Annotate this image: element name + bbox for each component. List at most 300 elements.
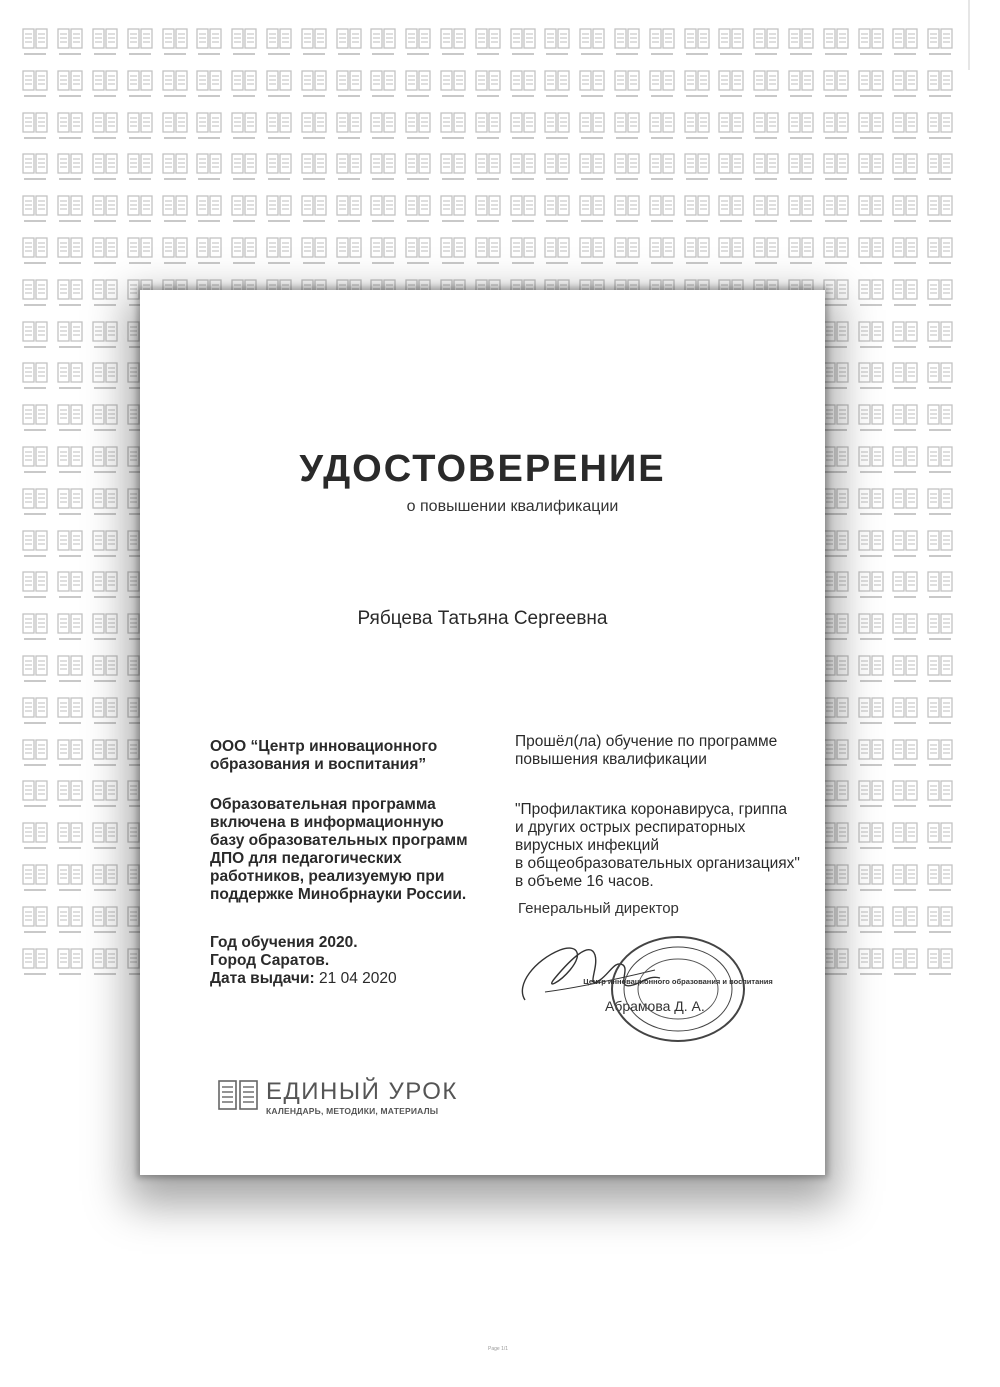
pattern-book-icon	[888, 613, 923, 655]
pattern-book-icon	[575, 70, 610, 112]
pattern-book-icon	[714, 28, 749, 70]
pattern-book-icon	[853, 153, 888, 195]
pattern-book-icon	[296, 28, 331, 70]
pattern-book-icon	[505, 28, 540, 70]
pattern-book-icon	[18, 404, 53, 446]
certificate-title: УДОСТОВЕРЕНИЕ	[299, 448, 666, 490]
pattern-book-icon	[88, 446, 123, 488]
pattern-book-icon	[923, 279, 958, 321]
pattern-book-icon	[540, 112, 575, 154]
pattern-book-icon	[923, 780, 958, 822]
pattern-book-icon	[88, 780, 123, 822]
pattern-book-icon	[714, 195, 749, 237]
pattern-book-icon	[923, 613, 958, 655]
pattern-book-icon	[296, 237, 331, 279]
pattern-book-icon	[262, 28, 297, 70]
pattern-book-icon	[18, 739, 53, 781]
pattern-book-icon	[644, 153, 679, 195]
pattern-book-icon	[888, 112, 923, 154]
pattern-book-icon	[88, 613, 123, 655]
pattern-book-icon	[192, 237, 227, 279]
pattern-book-icon	[296, 112, 331, 154]
pattern-book-icon	[18, 362, 53, 404]
pattern-book-icon	[888, 195, 923, 237]
pattern-book-icon	[923, 530, 958, 572]
pattern-book-icon	[227, 28, 262, 70]
pattern-book-icon	[853, 780, 888, 822]
pattern-book-icon	[18, 822, 53, 864]
pattern-book-icon	[610, 70, 645, 112]
pattern-book-icon	[749, 70, 784, 112]
pattern-book-icon	[18, 613, 53, 655]
pattern-book-icon	[262, 237, 297, 279]
pattern-book-icon	[192, 28, 227, 70]
pattern-book-icon	[262, 112, 297, 154]
scan-edge-line	[968, 0, 970, 70]
pattern-book-icon	[88, 530, 123, 572]
issue-date-label: Дата выдачи:	[210, 970, 315, 987]
pattern-book-icon	[122, 153, 157, 195]
pattern-book-icon	[853, 488, 888, 530]
pattern-book-icon	[888, 321, 923, 363]
pattern-book-icon	[88, 739, 123, 781]
pattern-book-icon	[853, 655, 888, 697]
pattern-book-icon	[923, 362, 958, 404]
pattern-book-icon	[157, 237, 192, 279]
issue-date	[210, 970, 510, 988]
pattern-book-icon	[53, 697, 88, 739]
pattern-book-icon	[888, 822, 923, 864]
pattern-book-icon	[644, 70, 679, 112]
pattern-book-icon	[505, 112, 540, 154]
program-description	[210, 796, 510, 904]
pattern-book-icon	[853, 571, 888, 613]
pattern-book-icon	[331, 28, 366, 70]
pattern-book-icon	[53, 28, 88, 70]
certificate-meta	[210, 934, 510, 988]
pattern-book-icon	[610, 195, 645, 237]
pattern-book-icon	[53, 655, 88, 697]
pattern-book-icon	[888, 28, 923, 70]
pattern-book-icon	[436, 195, 471, 237]
pattern-book-icon	[714, 237, 749, 279]
pattern-book-icon	[470, 237, 505, 279]
pattern-book-icon	[749, 112, 784, 154]
pattern-book-icon	[296, 153, 331, 195]
brand-tagline: КАЛЕНДАРЬ, МЕТОДИКИ, МАТЕРИАЛЫ	[266, 1106, 439, 1116]
pattern-book-icon	[88, 571, 123, 613]
pattern-book-icon	[818, 237, 853, 279]
pattern-book-icon	[18, 780, 53, 822]
pattern-book-icon	[610, 112, 645, 154]
certificate-subtitle: о повышении квалификации	[406, 498, 619, 515]
pattern-book-icon	[18, 948, 53, 990]
pattern-book-icon	[227, 70, 262, 112]
pattern-book-icon	[853, 906, 888, 948]
certificate-card	[140, 290, 825, 1175]
pattern-book-icon	[923, 488, 958, 530]
pattern-book-icon	[818, 195, 853, 237]
pattern-book-icon	[53, 446, 88, 488]
pattern-book-icon	[331, 153, 366, 195]
pattern-book-icon	[505, 153, 540, 195]
study-year: Год обучения 2020.	[210, 934, 358, 951]
pattern-book-icon	[784, 28, 819, 70]
pattern-book-icon	[18, 28, 53, 70]
pattern-book-icon	[18, 488, 53, 530]
pattern-book-icon	[470, 153, 505, 195]
pattern-book-icon	[610, 153, 645, 195]
pattern-book-icon	[853, 739, 888, 781]
pattern-book-icon	[853, 822, 888, 864]
pattern-book-icon	[53, 906, 88, 948]
pattern-book-icon	[88, 404, 123, 446]
pattern-book-icon	[122, 237, 157, 279]
pattern-book-icon	[192, 112, 227, 154]
pattern-book-icon	[923, 948, 958, 990]
pattern-book-icon	[53, 739, 88, 781]
pattern-book-icon	[157, 153, 192, 195]
pattern-book-icon	[53, 613, 88, 655]
pattern-book-icon	[505, 195, 540, 237]
pattern-book-icon	[262, 195, 297, 237]
pattern-book-icon	[749, 237, 784, 279]
pattern-book-icon	[401, 153, 436, 195]
pattern-book-icon	[53, 864, 88, 906]
pattern-book-icon	[436, 153, 471, 195]
issue-date-value: 21 04 2020	[319, 970, 397, 987]
pattern-book-icon	[784, 237, 819, 279]
pattern-book-icon	[575, 195, 610, 237]
pattern-book-icon	[853, 446, 888, 488]
pattern-book-icon	[644, 112, 679, 154]
pattern-book-icon	[366, 70, 401, 112]
passed-line: повышения квалификации	[515, 751, 707, 768]
pattern-book-icon	[18, 571, 53, 613]
pattern-book-icon	[470, 195, 505, 237]
pattern-book-icon	[818, 28, 853, 70]
pattern-book-icon	[610, 237, 645, 279]
pattern-book-icon	[53, 112, 88, 154]
stamp-text: Центр инновационного образования и воспитания	[583, 977, 773, 986]
pattern-book-icon	[436, 112, 471, 154]
pattern-book-icon	[888, 362, 923, 404]
pattern-book-icon	[401, 70, 436, 112]
pattern-book-icon	[401, 28, 436, 70]
pattern-book-icon	[575, 112, 610, 154]
pattern-book-icon	[888, 571, 923, 613]
pattern-book-icon	[888, 780, 923, 822]
pattern-book-icon	[679, 153, 714, 195]
course-line: и других острых респираторных	[515, 819, 746, 836]
pattern-book-icon	[18, 530, 53, 572]
pattern-book-icon	[122, 112, 157, 154]
pattern-book-icon	[88, 948, 123, 990]
pattern-book-icon	[53, 404, 88, 446]
program-line: ДПО для педагогических	[210, 850, 402, 867]
city: Город Саратов.	[210, 952, 330, 969]
pattern-book-icon	[923, 321, 958, 363]
pattern-book-icon	[88, 28, 123, 70]
pattern-book-icon	[923, 237, 958, 279]
pattern-book-icon	[853, 279, 888, 321]
pattern-book-icon	[227, 112, 262, 154]
pattern-book-icon	[853, 530, 888, 572]
pattern-book-icon	[18, 153, 53, 195]
pattern-book-icon	[888, 739, 923, 781]
pattern-book-icon	[122, 195, 157, 237]
program-line: работников, реализуемую при	[210, 868, 445, 885]
pattern-book-icon	[88, 112, 123, 154]
pattern-book-icon	[88, 70, 123, 112]
pattern-book-icon	[679, 195, 714, 237]
passed-line: Прошёл(ла) обучение по программе	[515, 733, 778, 750]
pattern-book-icon	[644, 28, 679, 70]
pattern-book-icon	[540, 28, 575, 70]
pattern-book-icon	[540, 153, 575, 195]
pattern-book-icon	[122, 28, 157, 70]
pattern-book-icon	[331, 237, 366, 279]
pattern-book-icon	[749, 195, 784, 237]
pattern-book-icon	[923, 446, 958, 488]
pattern-book-icon	[679, 28, 714, 70]
pattern-book-icon	[88, 321, 123, 363]
pattern-book-icon	[923, 404, 958, 446]
pattern-book-icon	[923, 571, 958, 613]
pattern-book-icon	[88, 655, 123, 697]
pattern-book-icon	[784, 70, 819, 112]
pattern-book-icon	[888, 279, 923, 321]
pattern-book-icon	[853, 362, 888, 404]
pattern-book-icon	[853, 613, 888, 655]
pattern-book-icon	[53, 530, 88, 572]
pattern-book-icon	[923, 112, 958, 154]
pattern-book-icon	[888, 404, 923, 446]
pattern-book-icon	[888, 488, 923, 530]
pattern-book-icon	[192, 153, 227, 195]
course-line: в объеме 16 часов.	[515, 873, 654, 890]
pattern-book-icon	[18, 279, 53, 321]
organization-line: образования и воспитания”	[210, 756, 427, 773]
pattern-book-icon	[470, 70, 505, 112]
pattern-book-icon	[401, 195, 436, 237]
pattern-book-icon	[53, 279, 88, 321]
pattern-book-icon	[679, 70, 714, 112]
pattern-book-icon	[923, 906, 958, 948]
pattern-book-icon	[227, 153, 262, 195]
pattern-book-icon	[53, 488, 88, 530]
pattern-book-icon	[853, 404, 888, 446]
pattern-book-icon	[366, 195, 401, 237]
pattern-book-icon	[505, 70, 540, 112]
pattern-book-icon	[853, 70, 888, 112]
pattern-book-icon	[888, 237, 923, 279]
pattern-book-icon	[88, 906, 123, 948]
pattern-book-icon	[505, 237, 540, 279]
page-footer: Page 1/1	[488, 1346, 509, 1352]
pattern-book-icon	[18, 237, 53, 279]
pattern-book-icon	[888, 153, 923, 195]
pattern-book-icon	[88, 362, 123, 404]
brand-text	[266, 1080, 458, 1116]
pattern-book-icon	[853, 697, 888, 739]
program-line: включена в информационную	[210, 814, 444, 831]
pattern-book-icon	[88, 697, 123, 739]
stamp-icon	[583, 934, 773, 1044]
pattern-book-icon	[436, 70, 471, 112]
pattern-book-icon	[853, 237, 888, 279]
director-name: Абрамова Д. А.	[605, 998, 705, 1014]
course-name	[515, 801, 815, 891]
pattern-book-icon	[331, 70, 366, 112]
course-line: "Профилактика коронавируса, гриппа	[515, 801, 787, 818]
pattern-book-icon	[331, 112, 366, 154]
pattern-book-icon	[679, 237, 714, 279]
pattern-book-icon	[888, 697, 923, 739]
pattern-book-icon	[470, 28, 505, 70]
pattern-book-icon	[227, 237, 262, 279]
pattern-book-icon	[18, 655, 53, 697]
pattern-book-icon	[540, 237, 575, 279]
pattern-book-icon	[853, 321, 888, 363]
pattern-book-icon	[923, 195, 958, 237]
pattern-book-icon	[888, 70, 923, 112]
pattern-book-icon	[331, 195, 366, 237]
pattern-book-icon	[644, 237, 679, 279]
pattern-book-icon	[18, 321, 53, 363]
pattern-book-icon	[122, 70, 157, 112]
pattern-book-icon	[575, 153, 610, 195]
pattern-book-icon	[714, 70, 749, 112]
pattern-book-icon	[53, 153, 88, 195]
pattern-book-icon	[296, 195, 331, 237]
organization-line: ООО “Центр инновационного	[210, 738, 438, 755]
left-column	[210, 738, 510, 988]
pattern-book-icon	[818, 70, 853, 112]
pattern-book-icon	[888, 864, 923, 906]
pattern-book-icon	[18, 864, 53, 906]
pattern-book-icon	[157, 70, 192, 112]
pattern-book-icon	[436, 237, 471, 279]
pattern-book-icon	[18, 446, 53, 488]
pattern-book-icon	[853, 948, 888, 990]
pattern-book-icon	[88, 195, 123, 237]
pattern-book-icon	[53, 195, 88, 237]
pattern-book-icon	[53, 948, 88, 990]
pattern-book-icon	[88, 864, 123, 906]
pattern-book-icon	[888, 906, 923, 948]
pattern-book-icon	[818, 153, 853, 195]
pattern-book-icon	[644, 195, 679, 237]
pattern-book-icon	[714, 112, 749, 154]
pattern-book-icon	[366, 112, 401, 154]
brand-name: ЕДИНЫЙ УРОК	[266, 1078, 458, 1105]
pattern-book-icon	[923, 28, 958, 70]
pattern-book-icon	[53, 362, 88, 404]
person-name: Рябцева Татьяна Сергеевна	[357, 608, 608, 629]
pattern-book-icon	[888, 530, 923, 572]
pattern-book-icon	[540, 70, 575, 112]
pattern-book-icon	[923, 864, 958, 906]
pattern-book-icon	[923, 697, 958, 739]
pattern-book-icon	[784, 112, 819, 154]
pattern-book-icon	[88, 488, 123, 530]
pattern-book-icon	[923, 70, 958, 112]
pattern-book-icon	[818, 112, 853, 154]
pattern-book-icon	[88, 237, 123, 279]
pattern-book-icon	[749, 153, 784, 195]
pattern-book-icon	[18, 70, 53, 112]
pattern-book-icon	[470, 112, 505, 154]
pattern-book-icon	[366, 153, 401, 195]
pattern-book-icon	[714, 153, 749, 195]
pattern-book-icon	[53, 780, 88, 822]
pattern-book-icon	[157, 112, 192, 154]
pattern-book-icon	[540, 195, 575, 237]
pattern-book-icon	[296, 70, 331, 112]
pattern-book-icon	[53, 70, 88, 112]
pattern-book-icon	[923, 739, 958, 781]
pattern-book-icon	[88, 279, 123, 321]
pattern-book-icon	[366, 28, 401, 70]
pattern-book-icon	[53, 321, 88, 363]
pattern-book-icon	[853, 112, 888, 154]
pattern-book-icon	[888, 655, 923, 697]
pattern-book-icon	[853, 864, 888, 906]
program-line: Образовательная программа	[210, 796, 436, 813]
pattern-book-icon	[227, 195, 262, 237]
pattern-book-icon	[679, 112, 714, 154]
pattern-book-icon	[192, 195, 227, 237]
pattern-book-icon	[18, 906, 53, 948]
pattern-book-icon	[366, 237, 401, 279]
right-column	[515, 733, 815, 917]
pattern-book-icon	[923, 153, 958, 195]
pattern-book-icon	[575, 28, 610, 70]
pattern-book-icon	[401, 237, 436, 279]
pattern-book-icon	[157, 28, 192, 70]
organization-name	[210, 738, 510, 774]
pattern-book-icon	[262, 153, 297, 195]
pattern-book-icon	[436, 28, 471, 70]
pattern-book-icon	[401, 112, 436, 154]
director-title: Генеральный директор	[518, 900, 679, 917]
course-line: вирусных инфекций	[515, 837, 659, 854]
pattern-book-icon	[575, 237, 610, 279]
pattern-book-icon	[888, 446, 923, 488]
pattern-book-icon	[18, 195, 53, 237]
program-line: поддержке Минобрнауки России.	[210, 886, 467, 903]
pattern-book-icon	[853, 195, 888, 237]
pattern-book-icon	[923, 822, 958, 864]
course-line: в общеобразовательных организациях"	[515, 855, 800, 872]
pattern-book-icon	[53, 822, 88, 864]
pattern-book-icon	[853, 28, 888, 70]
program-line: базу образовательных программ	[210, 832, 468, 849]
pattern-book-icon	[784, 153, 819, 195]
pattern-book-icon	[749, 28, 784, 70]
pattern-book-icon	[88, 822, 123, 864]
pattern-book-icon	[610, 28, 645, 70]
pattern-book-icon	[888, 948, 923, 990]
pattern-book-icon	[53, 571, 88, 613]
pattern-book-icon	[262, 70, 297, 112]
pattern-book-icon	[53, 237, 88, 279]
open-book-icon	[218, 1080, 258, 1112]
pattern-book-icon	[923, 655, 958, 697]
pattern-book-icon	[18, 697, 53, 739]
pattern-book-icon	[157, 195, 192, 237]
